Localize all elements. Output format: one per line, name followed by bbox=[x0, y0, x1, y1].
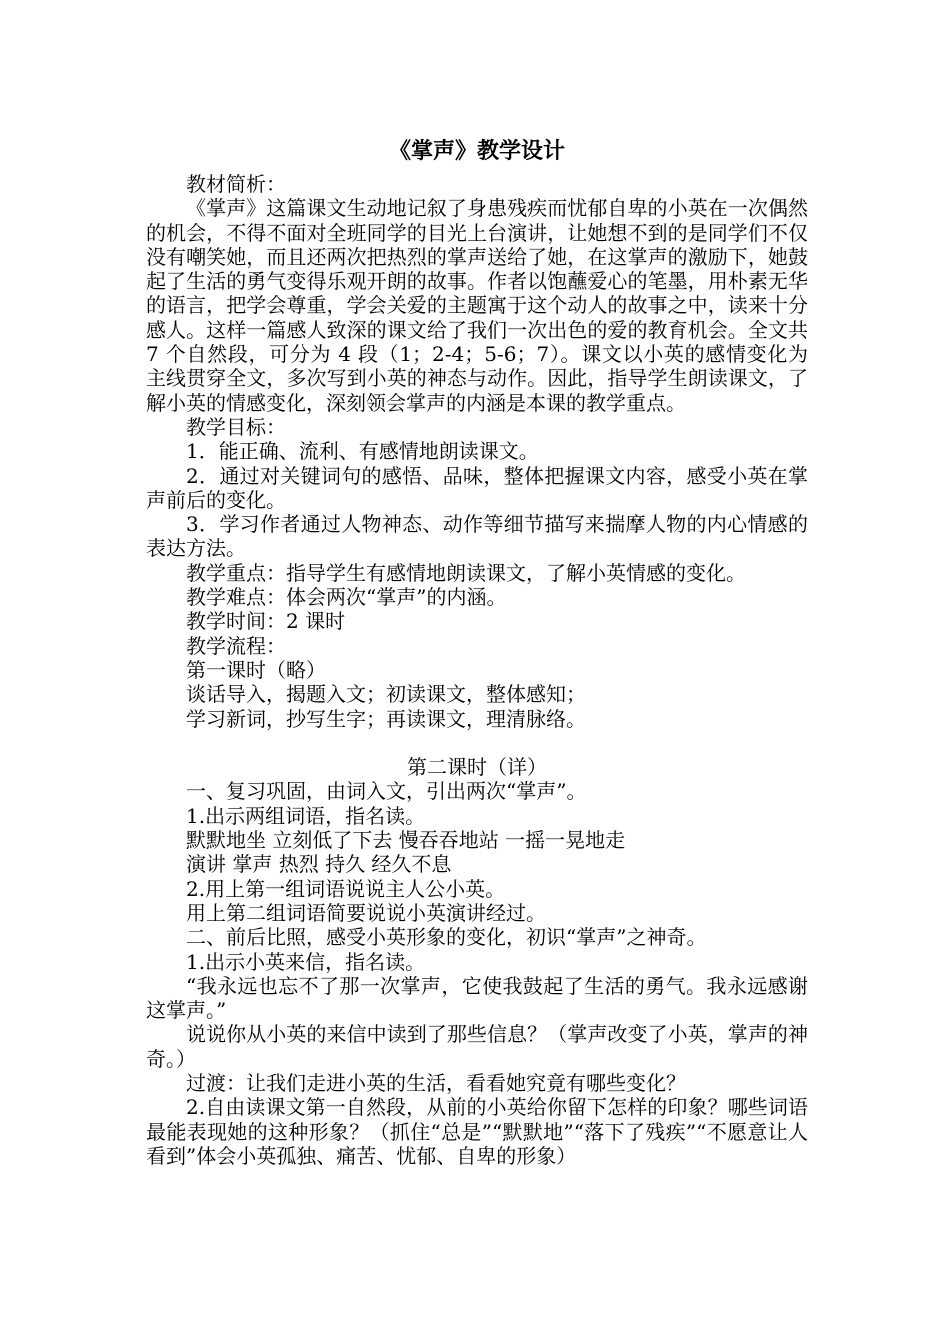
paragraph-letter-question: 说说你从小英的来信中读到了那些信息？（掌声改变了小英，掌声的神奇。） bbox=[146, 1022, 808, 1071]
paragraph-review: 一、复习巩固，由词入文，引出两次“掌声”。 bbox=[186, 779, 587, 804]
section-heading-second-lesson: 第二课时（详） bbox=[407, 755, 547, 780]
paragraph-word-group-1: 默默地坐 立刻低了下去 慢吞吞地站 一摇一晃地走 bbox=[186, 828, 626, 853]
paragraph-compare-1: 1.出示小英来信，指名读。 bbox=[186, 949, 426, 974]
paragraph-goals-heading: 教学目标： bbox=[186, 414, 286, 439]
paragraph-letter-quote: “我永远也忘不了那一次掌声，它使我鼓起了生活的勇气。我永远感谢这掌声。” bbox=[146, 973, 808, 1023]
paragraph-material-heading: 教材简析： bbox=[186, 172, 286, 196]
paragraph-goal-1: 1．能正确、流利、有感情地朗读课文。 bbox=[186, 439, 539, 464]
paragraph-review-1: 1.出示两组词语，指名读。 bbox=[186, 803, 426, 828]
paragraph-key-point: 教学重点：指导学生有感情地朗读课文，了解小英情感的变化。 bbox=[186, 560, 746, 585]
paragraph-compare: 二、前后比照，感受小英形象的变化，初识“掌声”之神奇。 bbox=[186, 925, 707, 950]
paragraph-difficulty: 教学难点：体会两次“掌声”的内涵。 bbox=[186, 585, 507, 610]
paragraph-compare-2: 2.自由读课文第一自然段，从前的小英给你留下怎样的印象？哪些词语最能表现她的这种形象？（抓住“总是”“默默地”“落下了残疾”“不愿意让人看到”体会小英孤独、痛苦、忧郁、自卑的形象） bbox=[146, 1095, 808, 1168]
paragraph-transition: 过渡：让我们走进小英的生活，看看她究竟有哪些变化？ bbox=[186, 1070, 686, 1095]
blank-line bbox=[146, 731, 808, 755]
paragraph-goal-3: 3．学习作者通过人物神态、动作等细节描写来揣摩人物的内心情感的表达方法。 bbox=[146, 512, 808, 561]
paragraph-first-lesson: 第一课时（略） bbox=[186, 657, 326, 682]
paragraph-first-lesson-step-1: 谈话导入，揭题入文；初读课文，整体感知； bbox=[186, 682, 586, 707]
paragraph-process-heading: 教学流程： bbox=[186, 633, 286, 658]
paragraph-word-group-2: 演讲 掌声 热烈 持久 经久不息 bbox=[186, 852, 452, 877]
paragraph-time: 教学时间：2 课时 bbox=[186, 609, 346, 634]
document-page bbox=[146, 138, 808, 1168]
paragraph-review-2: 2.用上第一组词语说说主人公小英。 bbox=[186, 876, 506, 901]
document-title: 《掌声》教学设计 bbox=[388, 138, 565, 164]
paragraph-review-3: 用上第二组词语简要说说小英演讲经过。 bbox=[186, 900, 546, 925]
paragraph-first-lesson-step-2: 学习新词，抄写生字；再读课文，理清脉络。 bbox=[186, 706, 586, 731]
paragraph-goal-2: 2．通过对关键词句的感悟、品味，整体把握课文内容，感受小英在掌声前后的变化。 bbox=[146, 463, 808, 512]
paragraph-material-analysis: 《掌声》这篇课文生动地记叙了身患残疾而忧郁自卑的小英在一次偶然的机会，不得不面对全班同学的目光上台演讲，让她想不到的是同学们不仅没有嘲笑她，而且还两次把热烈的掌声送给了她，在这掌声的激励下，她鼓起了生活的勇气变得乐观开朗的故事。作者以饱蘸爱心的笔墨，用朴素无华的语言，把学会尊重，学会关爱的主题寓于这个动人的故事之中，读来十分感人。这样一篇感人致深的课文给了我们一次出色的爱的教育机会。全文共 7 个自然段，可分为 4 段（1；2-4；5-6；7）。课文以小英的感情变化为主线贯穿全文，多次写到小英的神态与动作。因此，指导学生朗读课文，了解小英的情感变化，深刻领会掌声的内涵是本课的教学重点。 bbox=[146, 196, 808, 415]
